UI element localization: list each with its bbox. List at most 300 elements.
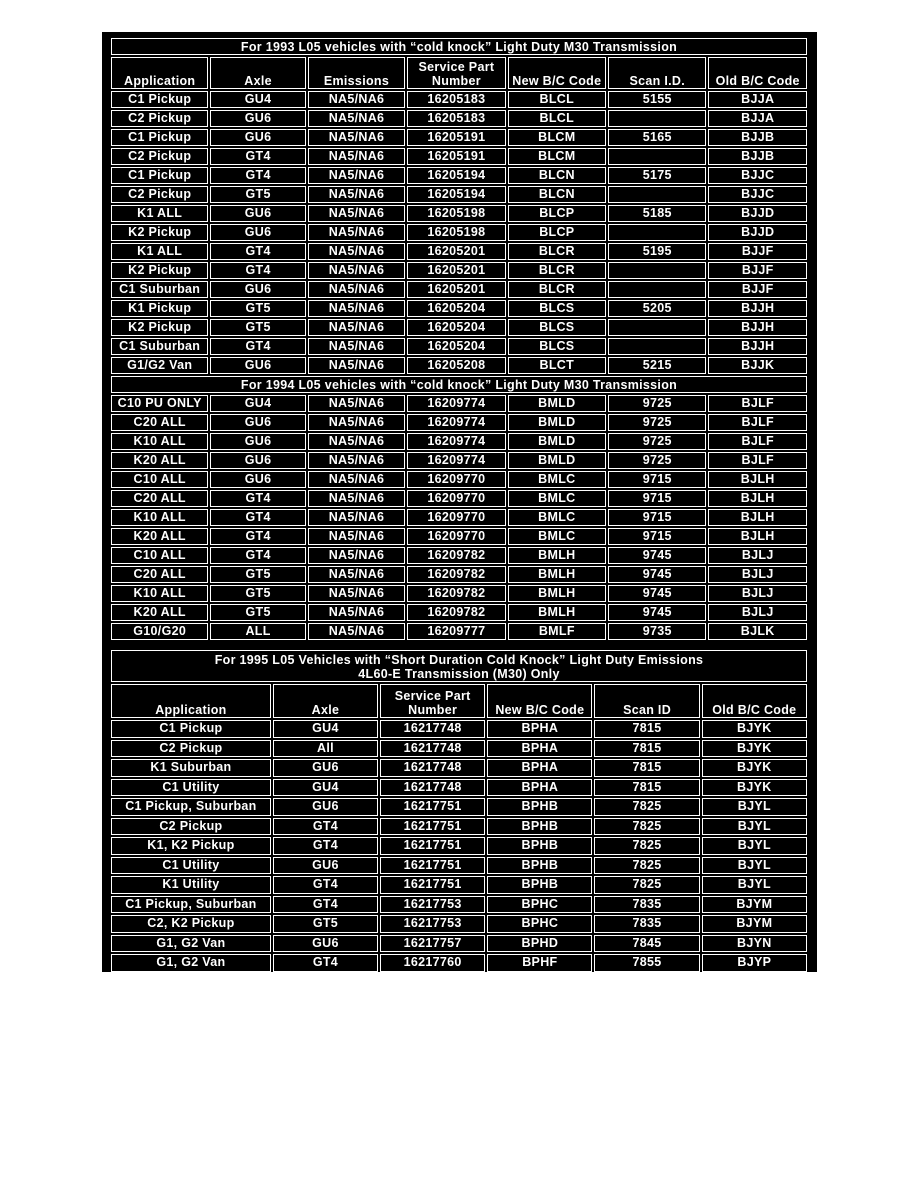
cell-new-bc-code: BMLD [508,452,606,469]
cell-new-bc-code: BMLC [508,471,606,488]
cell-axle: GT5 [210,604,305,621]
table-1995-title [111,650,807,682]
cell-new-bc-code: BPHA [487,720,592,738]
cell-new-bc-code: BPHC [487,915,592,933]
cell-application: G1, G2 Van [111,954,271,972]
cell-service-part-number: 16205194 [407,186,505,203]
cell-old-bc-code: BJJA [708,110,807,127]
cell-scan-id [608,319,706,336]
cell-service-part-number: 16217748 [380,720,485,738]
cell-application: C10 PU ONLY [111,395,208,412]
table-row [111,110,807,127]
table-row [111,759,807,777]
cell-axle: GT4 [210,528,305,545]
cell-axle: GT4 [210,547,305,564]
cell-new-bc-code: BPHA [487,759,592,777]
cell-old-bc-code: BJJF [708,262,807,279]
cell-old-bc-code: BJLK [708,623,807,640]
cell-axle: All [273,740,378,758]
cell-scan-id [608,338,706,355]
cell-old-bc-code: BJJK [708,357,807,374]
cell-application: K20 ALL [111,452,208,469]
cell-service-part-number: 16205208 [407,357,505,374]
cell-scan-id [608,224,706,241]
cell-service-part-number: 16217753 [380,915,485,933]
cell-service-part-number: 16205201 [407,281,505,298]
table-1995-panel [109,648,809,974]
cell-emissions: NA5/NA6 [308,414,405,431]
header-new-bc-code: New B/C Code [508,57,606,89]
cell-service-part-number: 16217748 [380,759,485,777]
cell-service-part-number: 16205201 [407,262,505,279]
cell-emissions: NA5/NA6 [308,281,405,298]
cell-service-part-number: 16209777 [407,623,505,640]
table-row [111,433,807,450]
cell-axle: GU6 [210,224,305,241]
cell-application: K10 ALL [111,509,208,526]
cell-service-part-number: 16217760 [380,954,485,972]
cell-axle: GT5 [210,585,305,602]
cell-application: G1, G2 Van [111,935,271,953]
cell-old-bc-code: BJYK [702,720,807,738]
cell-new-bc-code: BLCP [508,224,606,241]
cell-new-bc-code: BMLC [508,509,606,526]
table-row [111,319,807,336]
cell-new-bc-code: BPHB [487,798,592,816]
cell-emissions: NA5/NA6 [308,205,405,222]
cell-old-bc-code: BJJF [708,281,807,298]
cell-scan-id: 9725 [608,452,706,469]
cell-old-bc-code: BJLJ [708,604,807,621]
cell-service-part-number: 16205204 [407,338,505,355]
cell-axle: GU6 [210,205,305,222]
cell-application: K2 Pickup [111,262,208,279]
cell-old-bc-code: BJJH [708,338,807,355]
cell-scan-id: 7835 [594,896,699,914]
table-row [111,357,807,374]
cell-service-part-number: 16217753 [380,896,485,914]
cell-old-bc-code: BJJF [708,243,807,260]
cell-scan-id: 9725 [608,414,706,431]
cell-application: C2 Pickup [111,818,271,836]
cell-old-bc-code: BJYL [702,798,807,816]
cell-application: C2 Pickup [111,740,271,758]
cell-old-bc-code: BJLF [708,433,807,450]
cell-new-bc-code: BLCM [508,129,606,146]
cell-application: K20 ALL [111,604,208,621]
table-row [111,720,807,738]
cell-service-part-number: 16205191 [407,129,505,146]
cell-scan-id: 9715 [608,528,706,545]
cell-scan-id: 9725 [608,433,706,450]
cell-service-part-number: 16209782 [407,585,505,602]
cell-axle: GT4 [273,896,378,914]
cell-old-bc-code: BJLJ [708,547,807,564]
table-row [111,798,807,816]
cell-application: C10 ALL [111,471,208,488]
cell-scan-id [608,110,706,127]
table-1993-1994-panel [109,36,809,642]
cell-application: C1 Utility [111,857,271,875]
header-service-part-number: Service Part Number [407,57,505,89]
table-row [111,779,807,797]
cell-scan-id: 9735 [608,623,706,640]
table-row [111,604,807,621]
cell-axle: GU6 [210,471,305,488]
table-row [111,471,807,488]
cell-axle: GT4 [210,262,305,279]
cell-application: C1 Utility [111,779,271,797]
cell-service-part-number: 16209770 [407,490,505,507]
cell-application: K1 Suburban [111,759,271,777]
cell-axle: GT5 [210,186,305,203]
cell-service-part-number: 16217757 [380,935,485,953]
table-row [111,262,807,279]
cell-emissions: NA5/NA6 [308,357,405,374]
cell-new-bc-code: BMLH [508,604,606,621]
cell-application: K20 ALL [111,528,208,545]
cell-emissions: NA5/NA6 [308,319,405,336]
cell-emissions: NA5/NA6 [308,433,405,450]
cell-service-part-number: 16205198 [407,205,505,222]
table-row [111,167,807,184]
table-1993-1994 [109,36,809,642]
cell-scan-id: 9745 [608,585,706,602]
cell-axle: GT4 [210,167,305,184]
cell-emissions: NA5/NA6 [308,167,405,184]
cell-axle: GU6 [273,798,378,816]
cell-old-bc-code: BJLH [708,528,807,545]
cell-axle: GU4 [273,720,378,738]
cell-service-part-number: 16217748 [380,740,485,758]
table-row [111,954,807,972]
cell-scan-id: 5155 [608,91,706,108]
cell-old-bc-code: BJJD [708,205,807,222]
cell-application: C1 Suburban [111,281,208,298]
cell-axle: GU6 [273,857,378,875]
cell-old-bc-code: BJYM [702,896,807,914]
cell-new-bc-code: BPHB [487,837,592,855]
cell-new-bc-code: BMLD [508,414,606,431]
cell-scan-id [608,262,706,279]
header-axle: Axle [273,684,378,718]
cell-new-bc-code: BMLC [508,528,606,545]
table-1995-title-line1: For 1995 L05 Vehicles with “Short Duration Cold Knock” Light Duty Emissions [214,653,704,667]
cell-old-bc-code: BJLJ [708,585,807,602]
table-row [111,490,807,507]
cell-scan-id: 7815 [594,740,699,758]
cell-scan-id: 7815 [594,779,699,797]
table-row [111,91,807,108]
cell-axle: GU4 [210,395,305,412]
cell-emissions: NA5/NA6 [308,91,405,108]
cell-scan-id [608,186,706,203]
cell-new-bc-code: BLCR [508,262,606,279]
table-1995-body [111,720,807,972]
cell-application: C20 ALL [111,490,208,507]
cell-new-bc-code: BMLH [508,585,606,602]
table-row [111,224,807,241]
table-row [111,281,807,298]
cell-axle: GT4 [273,837,378,855]
cell-axle: GU6 [273,759,378,777]
cell-service-part-number: 16205183 [407,91,505,108]
cell-scan-id: 7815 [594,759,699,777]
table-row [111,935,807,953]
cell-old-bc-code: BJLH [708,490,807,507]
cell-application: C1 Suburban [111,338,208,355]
cell-new-bc-code: BLCR [508,281,606,298]
cell-scan-id: 9745 [608,566,706,583]
cell-new-bc-code: BLCL [508,110,606,127]
cell-emissions: NA5/NA6 [308,300,405,317]
cell-new-bc-code: BPHB [487,818,592,836]
cell-emissions: NA5/NA6 [308,262,405,279]
cell-scan-id: 7845 [594,935,699,953]
header-new-bc-code: New B/C Code [487,684,592,718]
cell-emissions: NA5/NA6 [308,110,405,127]
cell-axle: GT5 [210,300,305,317]
header-axle: Axle [210,57,305,89]
cell-old-bc-code: BJYK [702,740,807,758]
cell-old-bc-code: BJLF [708,395,807,412]
cell-service-part-number: 16209774 [407,395,505,412]
table-row [111,414,807,431]
cell-new-bc-code: BLCS [508,300,606,317]
cell-application: K1 Pickup [111,300,208,317]
cell-application: C1 Pickup, Suburban [111,896,271,914]
cell-old-bc-code: BJJA [708,91,807,108]
cell-service-part-number: 16209782 [407,566,505,583]
header-service-part-number: Service Part Number [380,684,485,718]
cell-new-bc-code: BLCT [508,357,606,374]
cell-service-part-number: 16217748 [380,779,485,797]
cell-old-bc-code: BJYM [702,915,807,933]
cell-service-part-number: 16217751 [380,857,485,875]
cell-emissions: NA5/NA6 [308,395,405,412]
table-row [111,452,807,469]
cell-service-part-number: 16209770 [407,471,505,488]
cell-emissions: NA5/NA6 [308,452,405,469]
cell-emissions: NA5/NA6 [308,148,405,165]
cell-scan-id: 5215 [608,357,706,374]
cell-scan-id: 7825 [594,818,699,836]
cell-scan-id: 7835 [594,915,699,933]
cell-axle: GU6 [210,433,305,450]
cell-new-bc-code: BPHC [487,896,592,914]
cell-old-bc-code: BJJH [708,319,807,336]
cell-application: C20 ALL [111,414,208,431]
cell-new-bc-code: BPHA [487,779,592,797]
cell-application: G1/G2 Van [111,357,208,374]
cell-old-bc-code: BJYK [702,779,807,797]
cell-scan-id: 7855 [594,954,699,972]
cell-new-bc-code: BMLC [508,490,606,507]
cell-old-bc-code: BJYN [702,935,807,953]
cell-axle: GU6 [210,281,305,298]
table-row [111,129,807,146]
cell-application: K1 ALL [111,243,208,260]
table-row [111,338,807,355]
cell-scan-id: 9725 [608,395,706,412]
cell-old-bc-code: BJYL [702,837,807,855]
cell-scan-id: 7825 [594,857,699,875]
cell-emissions: NA5/NA6 [308,490,405,507]
cell-new-bc-code: BMLD [508,433,606,450]
cell-old-bc-code: BJYK [702,759,807,777]
cell-old-bc-code: BJJH [708,300,807,317]
table-row [111,243,807,260]
cell-application: C10 ALL [111,547,208,564]
cell-old-bc-code: BJYP [702,954,807,972]
cell-new-bc-code: BLCM [508,148,606,165]
cell-scan-id: 9745 [608,604,706,621]
cell-old-bc-code: BJJC [708,186,807,203]
cell-scan-id: 7825 [594,876,699,894]
cell-old-bc-code: BJYL [702,876,807,894]
cell-axle: GU6 [210,129,305,146]
cell-axle: GT5 [210,319,305,336]
cell-old-bc-code: BJYL [702,857,807,875]
cell-scan-id: 5185 [608,205,706,222]
cell-axle: GU6 [210,110,305,127]
cell-new-bc-code: BMLF [508,623,606,640]
cell-scan-id: 5175 [608,167,706,184]
cell-application: C20 ALL [111,566,208,583]
table-row [111,148,807,165]
cell-scan-id [608,148,706,165]
cell-application: K2 Pickup [111,224,208,241]
cell-axle: GU4 [210,91,305,108]
cell-new-bc-code: BMLH [508,566,606,583]
cell-scan-id: 5195 [608,243,706,260]
table-1993-body [111,91,807,374]
table-row [111,300,807,317]
cell-scan-id: 5165 [608,129,706,146]
cell-axle: GU6 [210,452,305,469]
table-row [111,395,807,412]
bulletin-sheet [102,32,817,972]
cell-axle: GT4 [210,509,305,526]
table-row [111,740,807,758]
cell-scan-id [608,281,706,298]
header-old-bc-code: Old B/C Code [708,57,807,89]
table-1995-title-line2: 4L60-E Transmission (M30) Only [358,667,560,681]
cell-old-bc-code: BJJB [708,148,807,165]
cell-axle: GT4 [273,876,378,894]
cell-application: K2 Pickup [111,319,208,336]
table-row [111,896,807,914]
table-row [111,818,807,836]
cell-old-bc-code: BJJC [708,167,807,184]
cell-new-bc-code: BLCS [508,319,606,336]
cell-old-bc-code: BJLJ [708,566,807,583]
cell-scan-id: 9715 [608,490,706,507]
cell-service-part-number: 16209782 [407,547,505,564]
table-1994-body [111,395,807,640]
cell-service-part-number: 16209774 [407,414,505,431]
cell-service-part-number: 16217751 [380,798,485,816]
cell-new-bc-code: BLCL [508,91,606,108]
table-row [111,566,807,583]
cell-service-part-number: 16209770 [407,509,505,526]
cell-application: C1 Pickup [111,129,208,146]
cell-emissions: NA5/NA6 [308,509,405,526]
table-1993-title: For 1993 L05 vehicles with “cold knock” Light Duty M30 Transmission [111,38,807,55]
cell-new-bc-code: BLCN [508,167,606,184]
cell-emissions: NA5/NA6 [308,243,405,260]
header-application: Application [111,57,208,89]
cell-application: C2 Pickup [111,186,208,203]
header-old-bc-code: Old B/C Code [702,684,807,718]
cell-application: C2, K2 Pickup [111,915,271,933]
cell-application: G10/G20 [111,623,208,640]
cell-application: K1, K2 Pickup [111,837,271,855]
cell-service-part-number: 16209774 [407,433,505,450]
cell-application: K10 ALL [111,585,208,602]
table-row [111,547,807,564]
cell-application: C1 Pickup, Suburban [111,798,271,816]
cell-scan-id: 7815 [594,720,699,738]
cell-axle: GT4 [210,490,305,507]
table-row [111,509,807,526]
cell-old-bc-code: BJJD [708,224,807,241]
table-row [111,585,807,602]
table-row [111,915,807,933]
cell-axle: GT4 [210,338,305,355]
cell-new-bc-code: BMLH [508,547,606,564]
header-application: Application [111,684,271,718]
cell-emissions: NA5/NA6 [308,224,405,241]
cell-emissions: NA5/NA6 [308,623,405,640]
cell-service-part-number: 16205204 [407,300,505,317]
cell-old-bc-code: BJLH [708,509,807,526]
cell-new-bc-code: BPHD [487,935,592,953]
cell-axle: GU6 [210,357,305,374]
header-emissions: Emissions [308,57,405,89]
cell-application: C1 Pickup [111,167,208,184]
cell-new-bc-code: BLCP [508,205,606,222]
table-row [111,837,807,855]
cell-emissions: NA5/NA6 [308,528,405,545]
cell-axle: GT5 [273,915,378,933]
cell-new-bc-code: BPHB [487,876,592,894]
cell-new-bc-code: BLCS [508,338,606,355]
table-row [111,205,807,222]
cell-application: C1 Pickup [111,91,208,108]
cell-axle: GU6 [273,935,378,953]
cell-emissions: NA5/NA6 [308,186,405,203]
table-row [111,528,807,545]
table-row [111,857,807,875]
cell-axle: GT4 [210,148,305,165]
cell-axle: GT4 [210,243,305,260]
cell-service-part-number: 16205198 [407,224,505,241]
cell-service-part-number: 16205194 [407,167,505,184]
cell-service-part-number: 16217751 [380,876,485,894]
cell-service-part-number: 16205204 [407,319,505,336]
header-scan-id: Scan I.D. [608,57,706,89]
cell-scan-id: 5205 [608,300,706,317]
cell-service-part-number: 16209774 [407,452,505,469]
cell-application: C2 Pickup [111,110,208,127]
cell-axle: GT4 [273,818,378,836]
cell-emissions: NA5/NA6 [308,129,405,146]
cell-old-bc-code: BJLH [708,471,807,488]
cell-scan-id: 9715 [608,509,706,526]
cell-service-part-number: 16205183 [407,110,505,127]
cell-old-bc-code: BJYL [702,818,807,836]
